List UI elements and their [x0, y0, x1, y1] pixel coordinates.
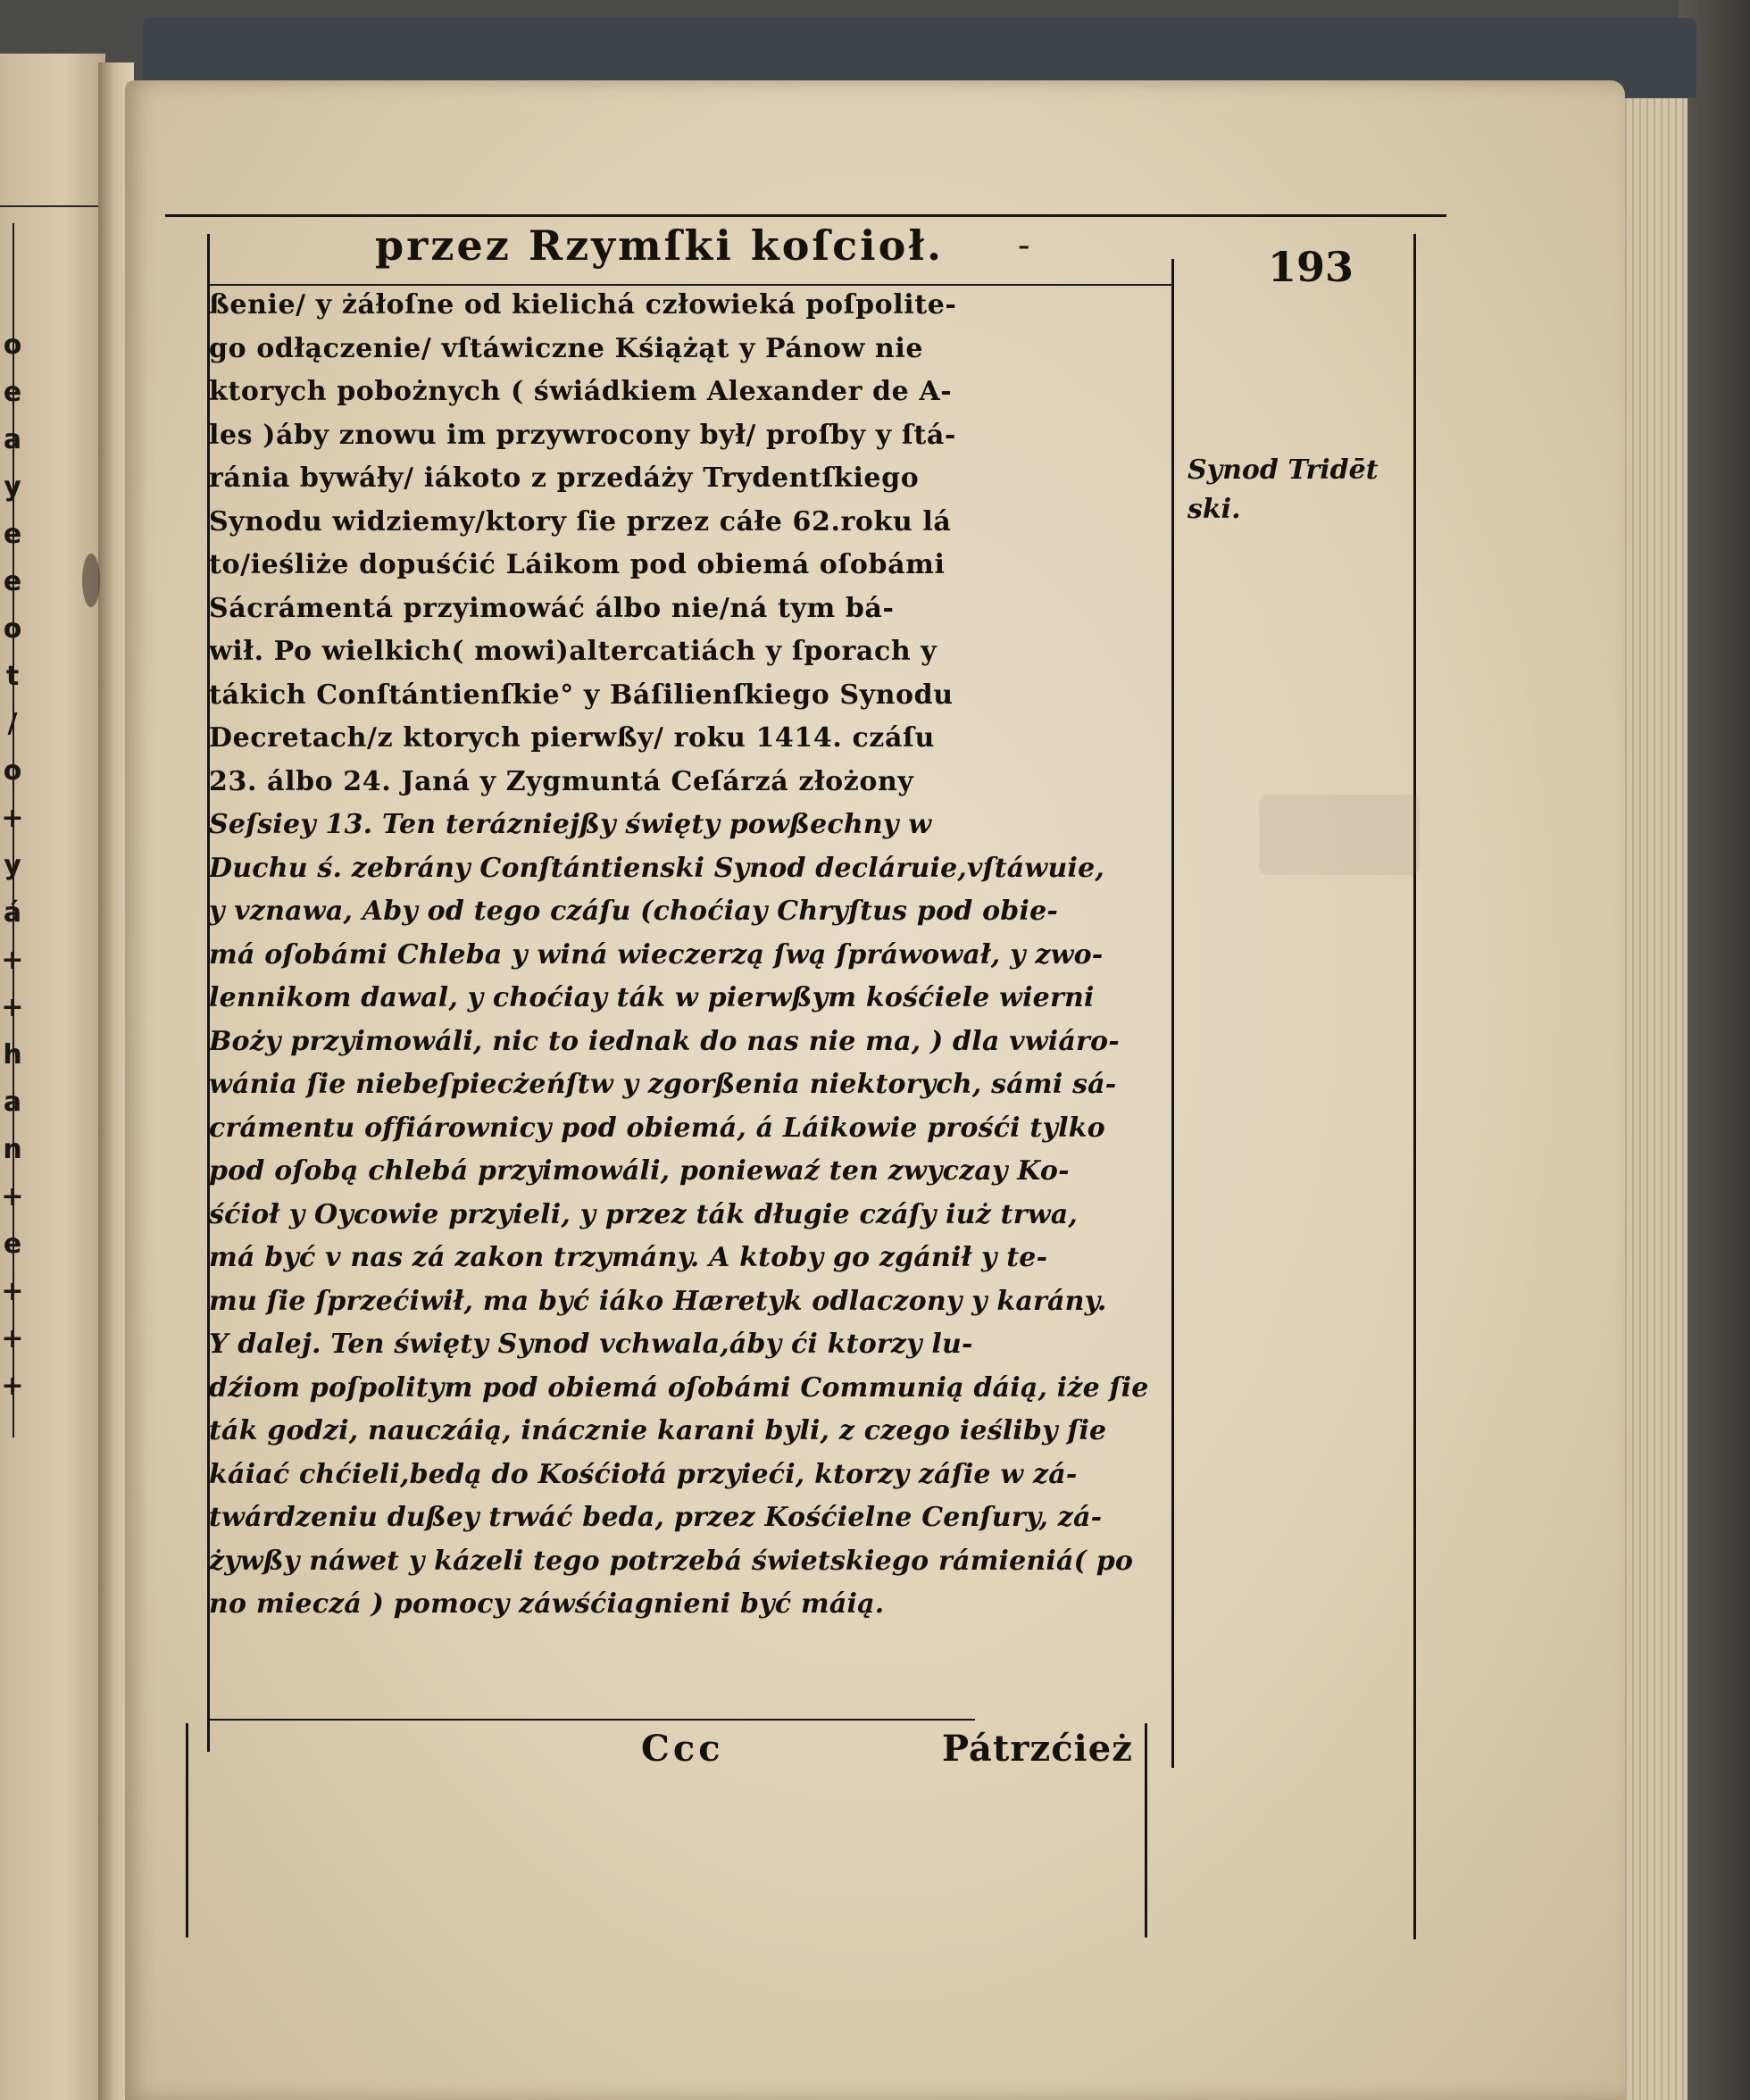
- text-line: Seſsiey 13. Ten terázniejßy święty powßechny w: [209, 809, 932, 840]
- text-line: 23. álbo 24. Janá y Zygmuntá Ceſárzá złożony: [209, 765, 914, 797]
- left-page-char: e: [3, 377, 22, 408]
- text-bottom-rule: [207, 1719, 975, 1721]
- text-line: Sácrámentá przyimowáć álbo nie/ná tym bá-: [209, 592, 895, 624]
- inner-right-rule-lower: [1145, 1723, 1147, 1938]
- text-line: tákich Conſtántienſkie° y Báſilienſkiego Synodu: [209, 679, 954, 711]
- page-stain: [82, 554, 100, 607]
- marginal-note: [1188, 451, 1379, 529]
- body-text: [209, 284, 1173, 1627]
- left-page-char: o: [3, 613, 22, 645]
- text-line: śćioł y Oycowie przyieli, y przez ták długie czáſy iuż trwa,: [209, 1198, 1079, 1230]
- text-line: to/ieśliże dopuśćić Láikom pod obiemá oſobámi: [209, 549, 946, 580]
- top-rule: [165, 214, 1446, 217]
- left-page-fragment: [0, 54, 105, 2100]
- left-page-char: a: [3, 424, 22, 455]
- left-page-char: n: [3, 1134, 22, 1165]
- text-line: wánia ſie niebeſpiecżeńſtw y zgorßenia niektorych, sámi sá-: [209, 1069, 1117, 1100]
- left-page-char: o: [3, 755, 22, 787]
- left-page-char: +: [1, 1181, 24, 1212]
- text-line: dźiom poſpolitym pod obiemá oſobámi Communią dáią, iże ſie: [209, 1371, 1149, 1404]
- text-line: má być v nas zá zakon trzymány. A ktoby go zgánił y te-: [209, 1242, 1048, 1273]
- text-line: pod oſobą chlebá przyimowáli, poniewaź ten zwyczay Ko-: [209, 1155, 1070, 1187]
- text-line: mu ſie ſprzećiwił, ma być iáko Hæretyk odlaczony y karány.: [209, 1285, 1107, 1317]
- text-line: lennikom dawal, y choćiay ták w pierwßym kośćiele wierni: [209, 982, 1095, 1013]
- left-page-line-ends: [0, 321, 25, 1410]
- signature-mark: Ccc: [641, 1728, 724, 1770]
- text-line: wił. Po wielkich( mowi)altercatiách y ſporach y: [209, 636, 938, 667]
- text-line: y vznawa, Aby od tego czáſu (choćiay Chryſtus pod obie-: [209, 896, 1059, 927]
- text-line: káiać chćieli,bedą do Kośćiołá przyieći, ktorzy záſie w zá-: [209, 1458, 1078, 1490]
- outer-right-rule: [1413, 234, 1416, 1939]
- text-line: Duchu ś. zebrány Conſtántienski Synod decláruie,vſtáwuie,: [209, 852, 1104, 884]
- text-line: má oſobámi Chleba y winá wieczerzą ſwą ſpráwował, y zwo-: [209, 938, 1104, 971]
- left-page-char: +: [1, 945, 24, 976]
- left-page-char: e: [3, 566, 22, 597]
- left-page-char: +: [1, 992, 24, 1023]
- left-page-char: +: [1, 1323, 24, 1354]
- running-head: przez Rzymſki koſcioł.: [375, 221, 945, 270]
- text-line: ták godzi, nauczáią, ináczniе karani byli, z czego ieśliby ſie: [209, 1415, 1107, 1446]
- marginal-note-line: Synod Tridēt: [1188, 454, 1379, 486]
- text-line: Synodu widziemy/ktory ſie przez cáłe 62.roku lá: [209, 505, 952, 538]
- text-line: twárdzeniu dußey trwáć beda, przez Kośćielne Cenſury, zá-: [209, 1502, 1103, 1533]
- inner-left-rule-lower: [186, 1723, 188, 1938]
- text-line: Decretach/z ktorych pierwßy/ roku 1414. czáſu: [209, 722, 935, 754]
- marginal-note-line: ski.: [1188, 494, 1241, 525]
- left-header-rule: [0, 205, 105, 207]
- text-line: ßenie/ y żáłoſne od kielichá człowieká poſpolite-: [209, 289, 957, 321]
- left-page-char: +: [1, 1276, 24, 1307]
- catchword: Pátrzćież: [942, 1728, 1133, 1770]
- text-line: Y dalej. Ten święty Synod vchwala,áby ći ktorzy lu-: [209, 1329, 973, 1360]
- left-page-char: +: [1, 1371, 24, 1402]
- text-line: no mieczá ) pomocy záwśćiagnieni być máią.: [209, 1588, 885, 1620]
- left-page-char: y: [4, 850, 21, 881]
- text-line: crámentu offiárownicy pod obiemá, á Láikowie prośći tylko: [209, 1112, 1105, 1144]
- left-page-char: a: [3, 1087, 22, 1118]
- left-page-char: e: [3, 519, 22, 550]
- text-line: ránia bywáły/ iákoto z przedáży Trydentſkiego: [209, 462, 920, 494]
- left-page-char: á: [3, 897, 22, 929]
- background-surface: [1679, 0, 1750, 2100]
- page-number: 193: [1268, 243, 1354, 291]
- left-page-char: /: [7, 708, 18, 739]
- ink-show-through: [1259, 795, 1420, 875]
- text-line: go odłączenie/ vſtáwiczne Kśiążąt y Pánow nie: [209, 332, 924, 364]
- text-line: ktorych pobożnych ( świádkiem Alexander de A-: [209, 376, 953, 407]
- text-line: les )áby znowu im przywrocony był/ proſby y ſtá-: [209, 419, 956, 451]
- text-line: żywßy náwet y kázeli tego potrzebá świetskiego rámieniá( po: [209, 1545, 1134, 1577]
- left-page-char: e: [3, 1229, 22, 1260]
- left-page-char: h: [3, 1039, 22, 1071]
- left-page-char: o: [3, 329, 22, 361]
- left-page-char: y: [4, 471, 21, 503]
- left-page-char: +: [1, 803, 24, 834]
- left-page-char: t: [5, 661, 20, 692]
- header-ornament-dash: -: [1018, 225, 1030, 266]
- text-line: Boży przyimowáli, nic to iednak do nas nie ma, ) dla vwiáro-: [209, 1025, 1120, 1057]
